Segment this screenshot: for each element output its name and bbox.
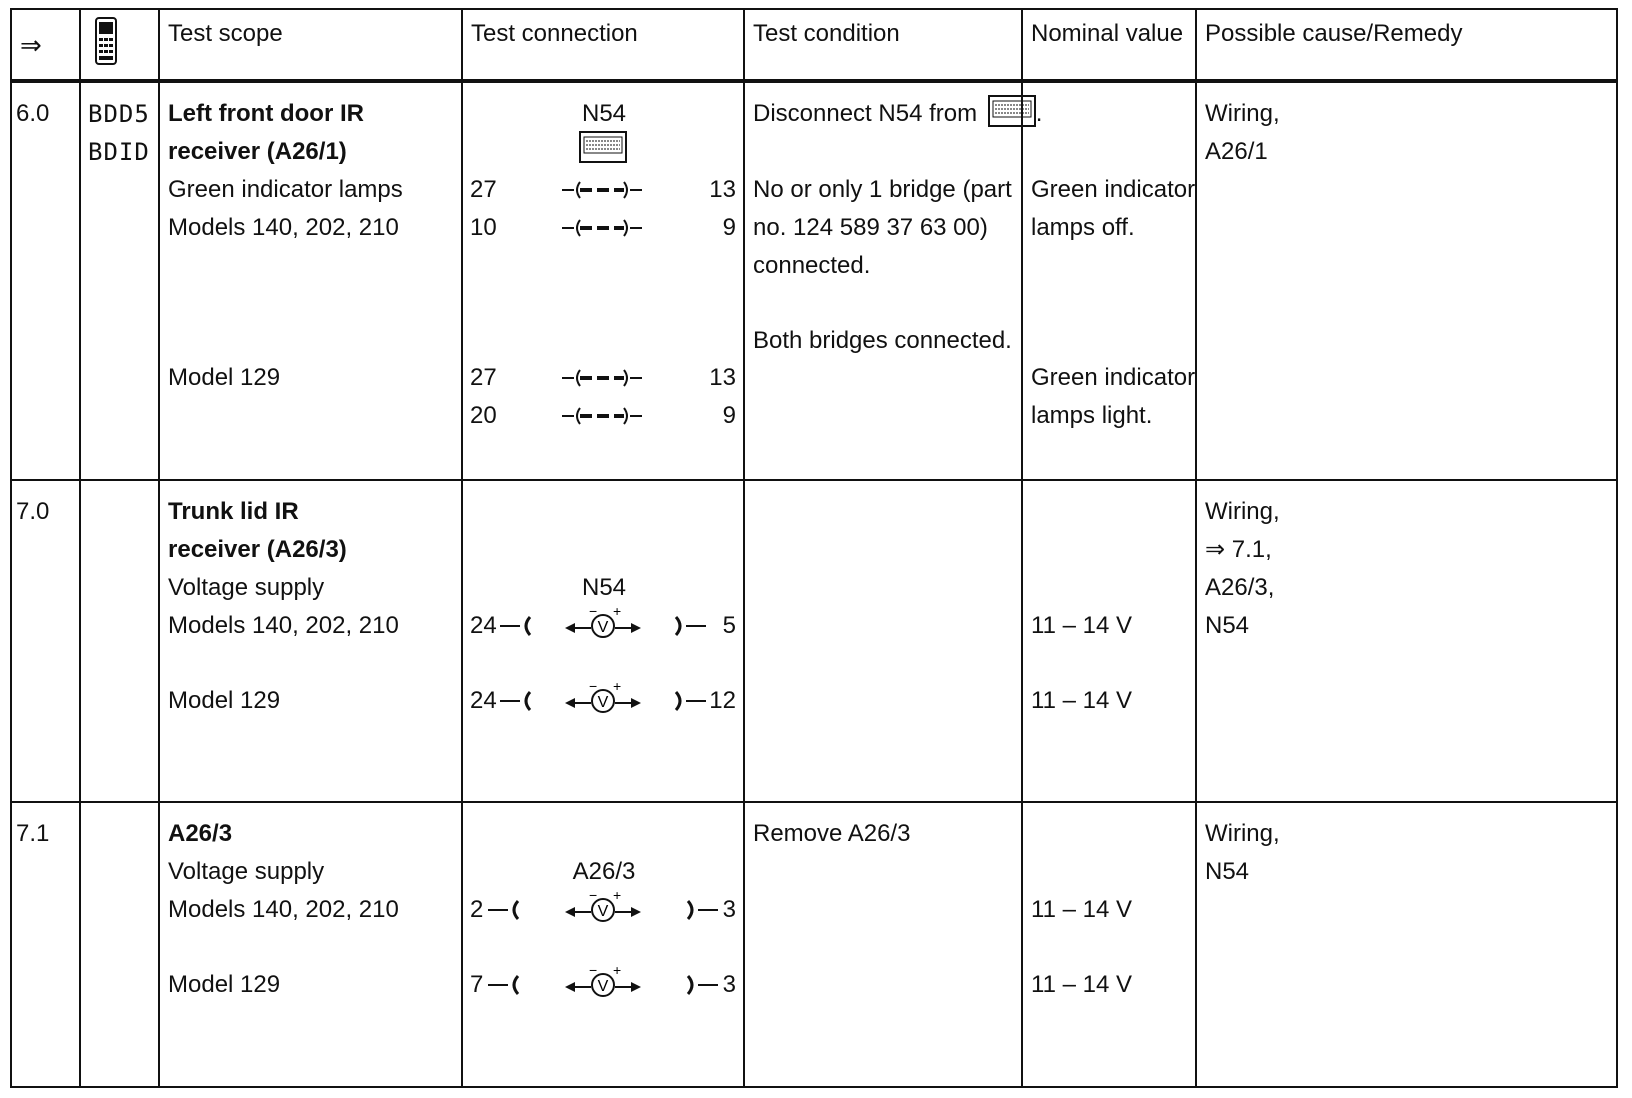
condition-text: No or only 1 bridge (part xyxy=(753,176,1012,203)
table-border-right xyxy=(1616,8,1618,1087)
step-number: 7.0 xyxy=(16,498,50,525)
pin-right: 3 xyxy=(722,971,736,998)
remedy-text: N54 xyxy=(1205,858,1250,885)
svg-text:−: − xyxy=(589,604,598,619)
svg-text:V: V xyxy=(597,978,609,995)
connector-label: A26/3 xyxy=(572,858,636,885)
pin-left: 27 xyxy=(470,364,497,391)
nominal-value: Green indicator xyxy=(1031,364,1196,391)
test-box-icon xyxy=(988,95,1036,127)
scope-line: Model 129 xyxy=(168,364,281,391)
nominal-value: 11 – 14 V xyxy=(1031,612,1132,639)
pin-left: 10 xyxy=(470,214,497,241)
pin-left: 27 xyxy=(470,176,497,203)
handheld-tester-icon xyxy=(94,16,118,66)
step-number: 7.1 xyxy=(16,820,50,847)
nominal-value: Green indicator xyxy=(1031,176,1196,203)
table-border-left xyxy=(10,8,12,1087)
scope-line: Voltage supply xyxy=(168,574,325,601)
scope-line: Models 140, 202, 210 xyxy=(168,214,399,241)
scope-title: receiver (A26/3) xyxy=(168,536,347,563)
svg-text:−: − xyxy=(589,679,598,694)
probe-left-icon xyxy=(486,973,520,997)
remedy-text: Wiring, xyxy=(1205,820,1280,847)
condition-line xyxy=(753,94,1042,134)
condition-text: Both bridges connected. xyxy=(753,327,1012,354)
remedy-text: A26/1 xyxy=(1205,138,1268,165)
remedy-text: Wiring, xyxy=(1205,100,1280,127)
voltmeter-icon xyxy=(563,963,643,1003)
header-cause-remedy: Possible cause/Remedy xyxy=(1205,20,1463,47)
pin-right: 13 xyxy=(709,176,736,203)
col-divider xyxy=(743,8,745,1087)
connector-label: N54 xyxy=(581,100,627,127)
fault-code: BDD5 xyxy=(88,100,150,128)
pin-right: 12 xyxy=(709,687,736,714)
svg-text:V: V xyxy=(597,694,609,711)
condition-period: . xyxy=(1035,100,1043,127)
svg-text:+: + xyxy=(613,888,622,903)
pin-right: 9 xyxy=(722,402,736,429)
scope-line: Voltage supply xyxy=(168,858,325,885)
pin-right: 5 xyxy=(722,612,736,639)
scope-title: receiver (A26/1) xyxy=(168,138,347,165)
pin-left: 7 xyxy=(470,971,484,998)
remedy-text: Wiring, xyxy=(1205,498,1280,525)
pin-left: 20 xyxy=(470,402,497,429)
svg-text:+: + xyxy=(613,963,622,978)
scope-title: Trunk lid IR xyxy=(168,498,299,525)
header-test-connection: Test connection xyxy=(471,20,638,47)
voltmeter-icon xyxy=(563,888,643,928)
row-divider xyxy=(10,479,1618,481)
pin-left: 2 xyxy=(470,896,484,923)
pin-right: 9 xyxy=(722,214,736,241)
condition-text: Disconnect N54 from xyxy=(753,100,978,127)
row-divider xyxy=(10,801,1618,803)
col-divider xyxy=(461,8,463,1087)
header-nominal-value: Nominal value xyxy=(1031,20,1184,47)
svg-text:−: − xyxy=(589,888,598,903)
bridge-icon xyxy=(562,406,642,426)
voltmeter-icon xyxy=(563,604,643,644)
fault-code: BDID xyxy=(88,138,150,166)
bridge-icon xyxy=(562,180,642,200)
header-test-scope: Test scope xyxy=(168,20,283,47)
col-divider xyxy=(1021,8,1023,1087)
svg-text:+: + xyxy=(613,679,622,694)
remedy-text: N54 xyxy=(1205,612,1250,639)
scope-line: Models 140, 202, 210 xyxy=(168,896,399,923)
header-divider xyxy=(10,79,1618,83)
arrow-header: ⇒ xyxy=(20,30,42,60)
scope-title: Left front door IR xyxy=(168,100,364,127)
pin-right: 3 xyxy=(722,896,736,923)
nominal-value: lamps light. xyxy=(1031,402,1153,429)
pin-left: 24 xyxy=(470,612,497,639)
svg-text:V: V xyxy=(597,903,609,920)
nominal-value: 11 – 14 V xyxy=(1031,687,1132,714)
svg-text:+: + xyxy=(613,604,622,619)
probe-left-icon xyxy=(498,614,532,638)
scope-line: Green indicator lamps xyxy=(168,176,403,203)
probe-left-icon xyxy=(486,898,520,922)
col-divider xyxy=(158,8,160,1087)
svg-text:−: − xyxy=(589,963,598,978)
step-number: 6.0 xyxy=(16,100,50,127)
scope-line: Models 140, 202, 210 xyxy=(168,612,399,639)
condition-text: connected. xyxy=(753,252,871,279)
remedy-text: A26/3, xyxy=(1205,574,1275,601)
condition-text: Remove A26/3 xyxy=(753,820,911,847)
table-border-bottom xyxy=(10,1086,1618,1088)
col-divider xyxy=(1195,8,1197,1087)
nominal-value: 11 – 14 V xyxy=(1031,971,1132,998)
test-box-icon xyxy=(579,131,627,163)
header-test-condition: Test condition xyxy=(753,20,900,47)
probe-left-icon xyxy=(498,689,532,713)
col-divider xyxy=(79,8,81,1087)
test-table xyxy=(10,8,1618,1088)
connector-label: N54 xyxy=(581,574,627,601)
scope-line: Model 129 xyxy=(168,971,281,998)
pin-left: 24 xyxy=(470,687,497,714)
table-border-top xyxy=(10,8,1618,10)
svg-text:V: V xyxy=(597,619,609,636)
condition-text: no. 124 589 37 63 00) xyxy=(753,214,988,241)
scope-line: Model 129 xyxy=(168,687,281,714)
bridge-icon xyxy=(562,368,642,388)
remedy-link[interactable]: ⇒ 7.1, xyxy=(1205,536,1272,563)
nominal-value: 11 – 14 V xyxy=(1031,896,1132,923)
scope-title: A26/3 xyxy=(168,820,233,847)
pin-right: 13 xyxy=(709,364,736,391)
bridge-icon xyxy=(562,218,642,238)
voltmeter-icon xyxy=(563,679,643,719)
probe-right-icon xyxy=(674,614,708,638)
nominal-value: lamps off. xyxy=(1031,214,1135,241)
